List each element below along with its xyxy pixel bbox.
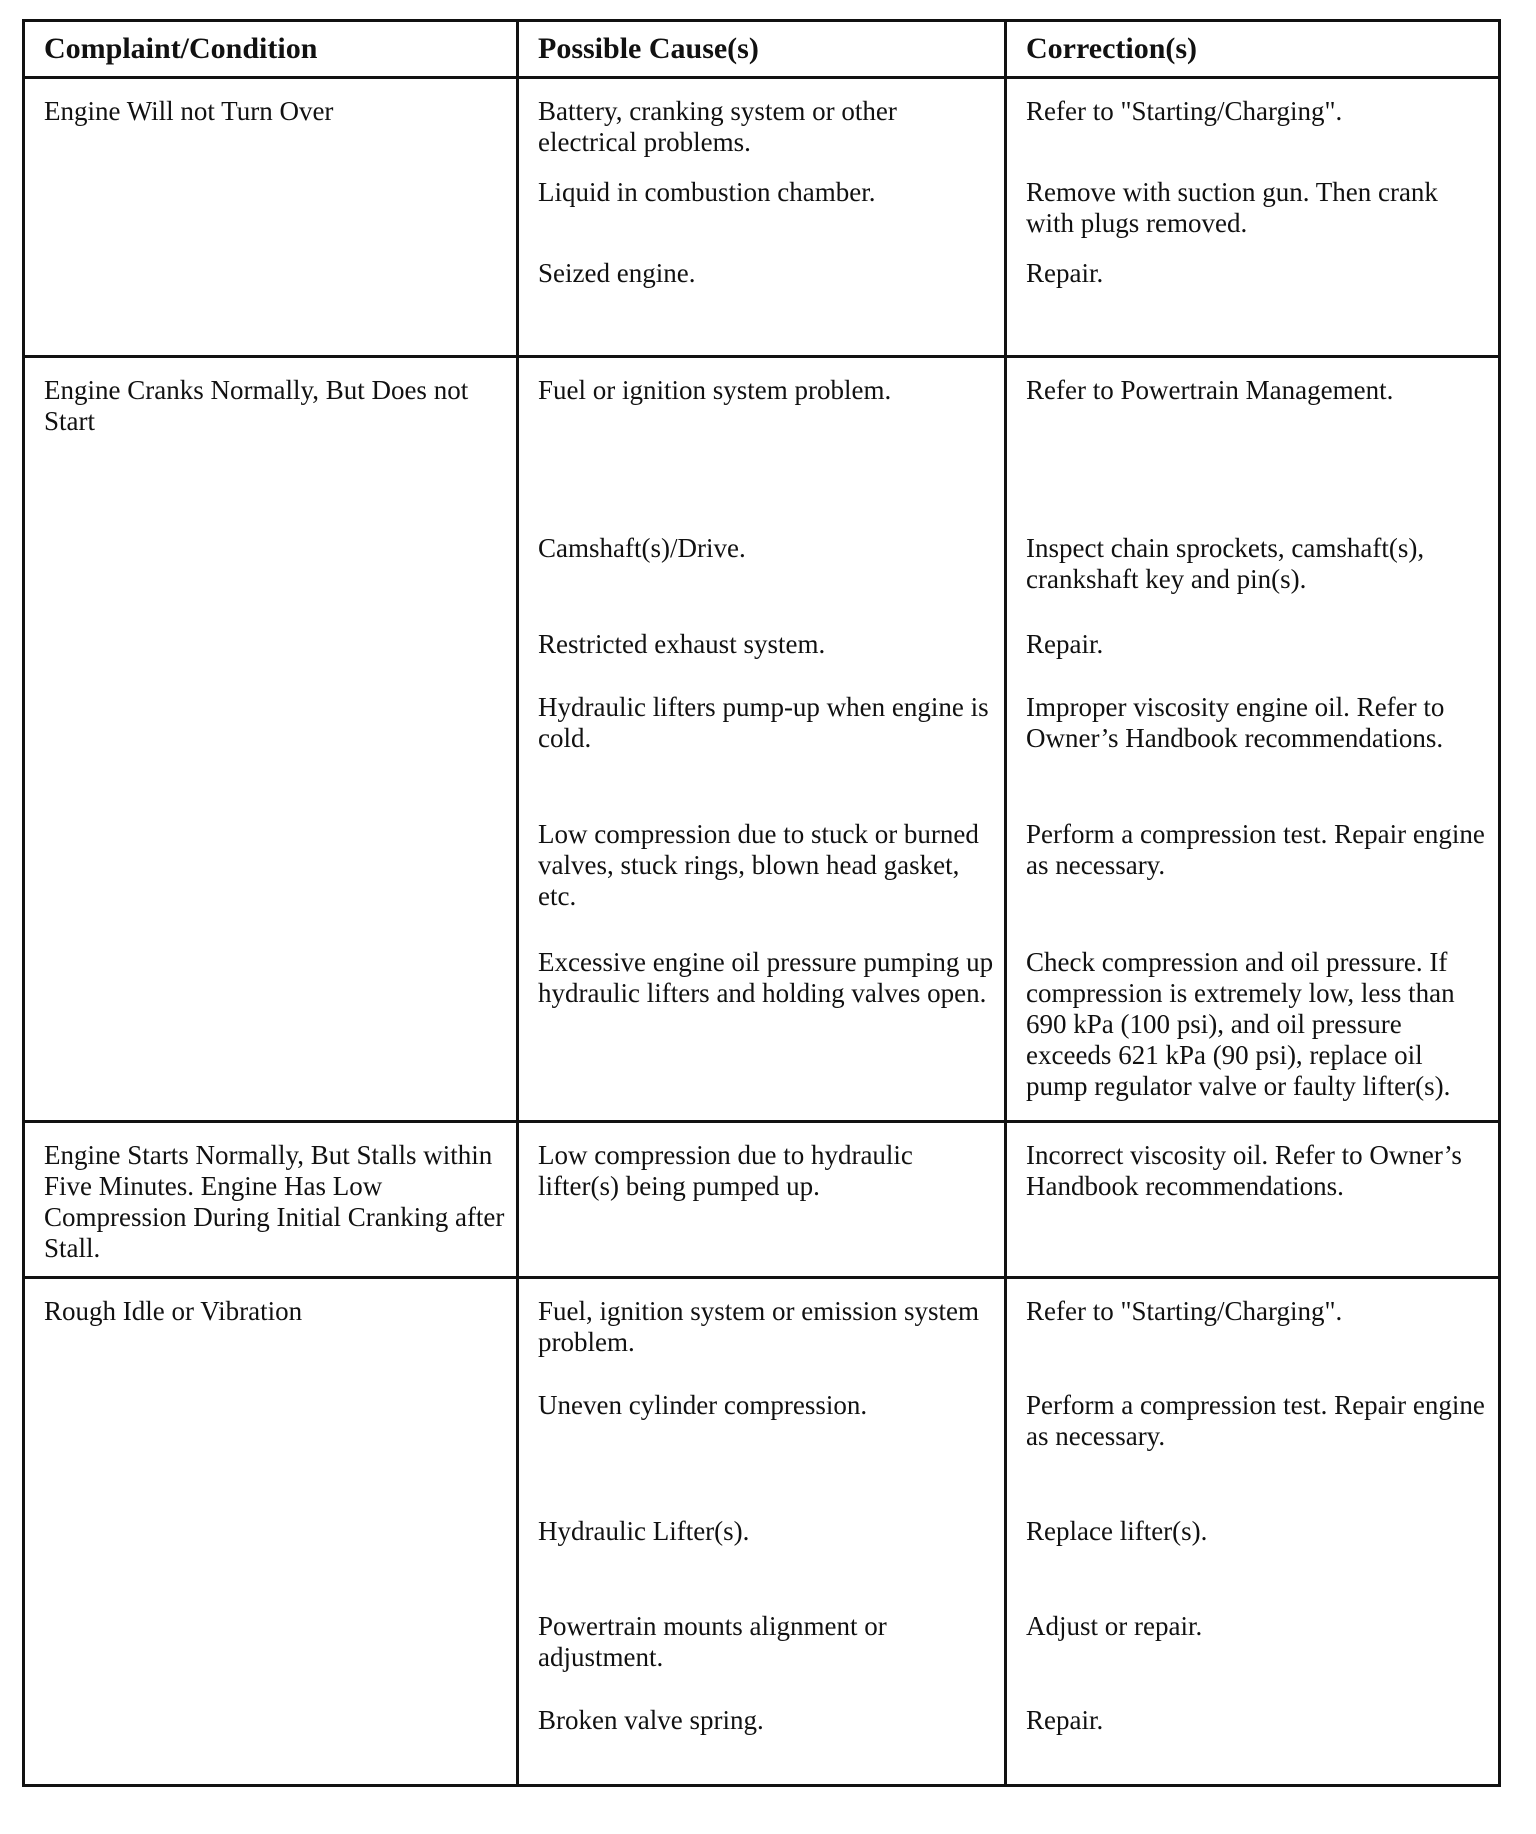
cause-entry: Low compression due to hydraulic lifter(s) being pumped up. [538, 1140, 913, 1201]
complaint-cell [24, 78, 518, 357]
correction-entry: Perform a compression test. Repair engine as necessary. [1026, 1390, 1485, 1451]
correction-entry: Repair. [1026, 258, 1104, 288]
cause-cell [518, 1122, 1006, 1278]
cause-entry: Hydraulic Lifter(s). [538, 1516, 750, 1546]
cause-entry: Battery, cranking system or other electrical problems. [538, 96, 897, 157]
cause-entry: Excessive engine oil pressure pumping up hydraulic lifters and holding valves open. [538, 947, 994, 1008]
cause-entry: Camshaft(s)/Drive. [538, 533, 746, 563]
cause-entry: Broken valve spring. [538, 1705, 764, 1735]
correction-entry: Refer to "Starting/Charging". [1026, 96, 1343, 126]
table-header-row [24, 21, 1500, 78]
correction-entry: Perform a compression test. Repair engine as necessary. [1026, 819, 1485, 880]
correction-entry: Incorrect viscosity oil. Refer to Owner’s Handbook recommendations. [1026, 1140, 1462, 1201]
cause-entry: Hydraulic lifters pump-up when engine is cold. [538, 692, 989, 753]
complaint-text: Rough Idle or Vibration [44, 1296, 303, 1326]
cause-cell [518, 78, 1006, 357]
correction-cell [1006, 78, 1500, 357]
cause-entry: Liquid in combustion chamber. [538, 177, 876, 207]
correction-entry: Replace lifter(s). [1026, 1516, 1208, 1546]
correction-entry: Repair. [1026, 629, 1104, 659]
complaint-cell [24, 1278, 518, 1786]
correction-entry: Improper viscosity engine oil. Refer to Owner’s Handbook recommendations. [1026, 692, 1445, 753]
cause-entry: Restricted exhaust system. [538, 629, 826, 659]
complaint-text: Engine Starts Normally, But Stalls within Five Minutes. Engine Has Low Compression During Initial Cranking after Stall. [44, 1140, 505, 1263]
correction-cell [1006, 1278, 1500, 1786]
complaint-cell [24, 1122, 518, 1278]
correction-cell [1006, 1122, 1500, 1278]
table-row [24, 1278, 1500, 1786]
correction-entry: Remove with suction gun. Then crank with plugs removed. [1026, 177, 1438, 238]
cause-entry: Low compression due to stuck or burned valves, stuck rings, blown head gasket, etc. [538, 819, 979, 911]
correction-cell [1006, 357, 1500, 1122]
diagnosis-table [22, 19, 1501, 1787]
cause-entry: Seized engine. [538, 258, 696, 288]
cause-entry: Powertrain mounts alignment or adjustment. [538, 1611, 887, 1672]
cause-entry: Uneven cylinder compression. [538, 1390, 868, 1420]
table-row [24, 1122, 1500, 1278]
correction-entry: Adjust or repair. [1026, 1611, 1203, 1641]
correction-entry: Inspect chain sprockets, camshaft(s), crankshaft key and pin(s). [1026, 533, 1425, 594]
complaint-text: Engine Cranks Normally, But Does not Start [44, 375, 469, 436]
cause-entry: Fuel or ignition system problem. [538, 375, 892, 405]
complaint-cell [24, 357, 518, 1122]
complaint-text: Engine Will not Turn Over [44, 96, 334, 126]
cause-cell [518, 1278, 1006, 1786]
table-row [24, 357, 1500, 1122]
header-cause: Possible Cause(s) [518, 21, 1006, 78]
correction-entry: Refer to Powertrain Management. [1026, 375, 1394, 405]
correction-entry: Refer to "Starting/Charging". [1026, 1296, 1343, 1326]
cause-cell [518, 357, 1006, 1122]
table-row [24, 78, 1500, 357]
cause-entry: Fuel, ignition system or emission system problem. [538, 1296, 980, 1357]
header-correction: Correction(s) [1006, 21, 1500, 78]
correction-entry: Check compression and oil pressure. If compression is extremely low, less than 690 kPa (100 psi), and oil pressure exceeds 621 kPa (90 psi), replace oil pump regulator valve or faulty lifter(s). [1026, 947, 1455, 1101]
correction-entry: Repair. [1026, 1705, 1104, 1735]
header-complaint: Complaint/Condition [24, 21, 518, 78]
